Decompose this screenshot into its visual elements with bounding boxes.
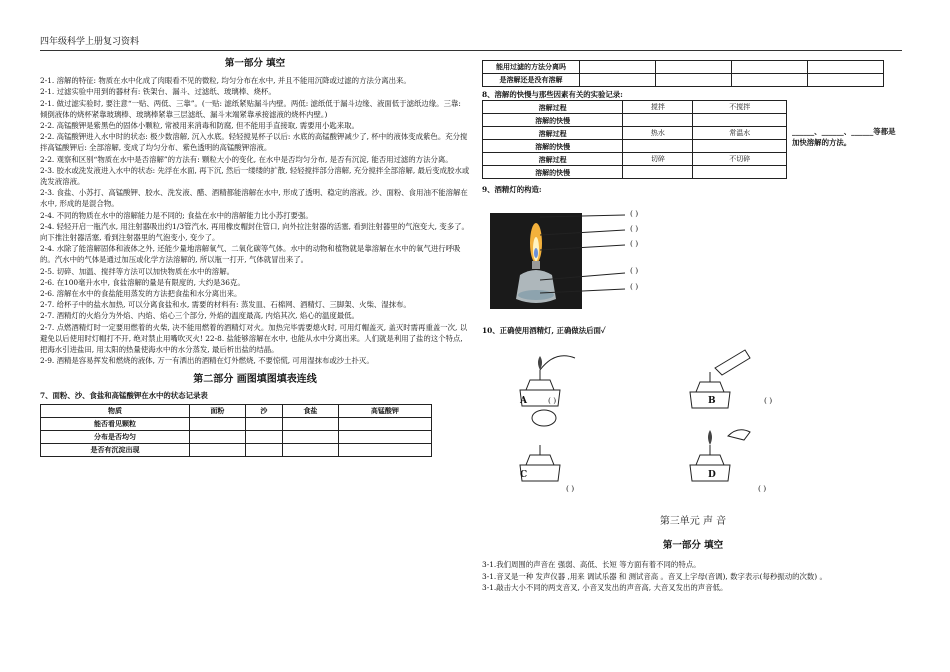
- fill-paragraph: 2-1. 做过滤实验时, 要注意“一贴、两低、三靠”。(一贴: 滤纸紧贴漏斗内壁。两低: 滤纸低于漏斗边缘、液面低于滤纸边缘。三靠: 倾倒液体的烧杯紧靠玻璃棒、玻璃棒紧靠三层滤纸、漏斗末端紧靠承接滤液的烧杯内壁。): [40, 98, 461, 119]
- continued-answer-cell[interactable]: [732, 74, 808, 87]
- q7-header-cell: 沙: [245, 404, 282, 417]
- q8-cell: 不切碎: [693, 153, 787, 166]
- q7-answer-cell[interactable]: [245, 417, 282, 430]
- continued-table: [482, 60, 884, 87]
- q7-answer-cell[interactable]: [189, 417, 245, 430]
- q8-note: ______、______、______等都是加快溶解的方法。: [792, 127, 896, 148]
- unit3-section: [482, 512, 904, 594]
- lamp-usage-illustrations: [500, 340, 800, 500]
- answer-b: ( ): [764, 396, 773, 405]
- q8-cell[interactable]: [623, 140, 693, 153]
- q8-row-label: 溶解的快慢: [483, 166, 623, 179]
- right-column: [482, 52, 904, 195]
- q8-row-label: 溶解过程: [483, 153, 623, 166]
- continued-answer-cell[interactable]: [808, 61, 884, 74]
- q7-answer-cell[interactable]: [245, 430, 282, 443]
- label-b: B: [708, 396, 716, 406]
- fill-paragraph: 2-1. 溶解的特征: 物质在水中化成了肉眼看不见的微粒, 均匀分布在水中, 并且不能用沉降或过滤的方法分离出来。: [40, 76, 411, 86]
- fill-paragraph: 2-1. 过滤实验中用到的器材有: 铁架台、漏斗、过滤纸、玻璃棒、烧杯。: [40, 87, 276, 97]
- fill-paragraph: 2-7. 点燃酒精灯时一定要用燃着的火柴, 决不能用燃着的酒精灯对火。加热完毕需要熄火时, 可用灯帽盖灭, 盖灭时需再重盖一次, 以避免以后使用时灯帽打不开, 绝对禁止用嘴吹灭火! 22-8. 盐能够溶解在水中, 也能从水中分离出来。人们就是利用了盐的这个特点, 把海水引进盐田, 用太阳的热量使海水中的水分蒸发, 最后析出盐的结晶。: [40, 322, 468, 355]
- continued-answer-cell[interactable]: [656, 74, 732, 87]
- label-d: D: [708, 470, 716, 480]
- q7-answer-cell[interactable]: [245, 443, 282, 456]
- fill-paragraph: 2-3. 胶水或洗发液进入水中的状态: 先浮在水面, 再下沉, 然后一缕缕的扩散, 轻轻搅拌部分溶解, 充分搅拌全部溶解, 最后变成胶水或洗发液溶液。: [40, 165, 470, 187]
- unit3-title: 第三单元 声 音: [659, 516, 727, 527]
- q7-answer-cell[interactable]: [189, 430, 245, 443]
- answer-d: ( ): [758, 484, 767, 493]
- q7-answer-cell[interactable]: [338, 443, 431, 456]
- label-a: A: [520, 396, 527, 406]
- q8-cell: 热水: [623, 127, 693, 140]
- q7-header-cell: 物质: [41, 404, 190, 417]
- q8-row-label: 溶解的快慢: [483, 114, 623, 127]
- q8-cell: 搅拌: [623, 101, 693, 114]
- fill-paragraphs: [40, 75, 470, 366]
- continued-row-label: 能用过滤的方法分离吗: [483, 61, 580, 74]
- blank-3: ( ): [630, 239, 639, 248]
- left-column: [40, 52, 470, 457]
- sound-paragraph: 3-1.敲击大小不同的两支音叉, 小音叉发出的声音高, 大音叉发出的声音低。: [482, 583, 728, 592]
- q8-row-label: 溶解过程: [483, 127, 623, 140]
- q7-table: [40, 404, 432, 457]
- continued-answer-cell[interactable]: [656, 61, 732, 74]
- q8-row-label: 溶解的快慢: [483, 140, 623, 153]
- q7-answer-cell[interactable]: [283, 417, 339, 430]
- q7-header-cell: 食盐: [283, 404, 339, 417]
- q7-row-label: 是否有沉淀出现: [41, 443, 190, 456]
- answer-c: ( ): [566, 484, 575, 493]
- q8-title: 8、溶解的快慢与那些因素有关的实验记录:: [482, 90, 623, 99]
- q8-cell[interactable]: [623, 114, 693, 127]
- fill-paragraph: 2-7. 酒精灯的火焰分为外焰、内焰、焰心三个部分, 外焰的温度最高, 内焰其次, 焰心的温度最低。: [40, 311, 359, 321]
- fill-paragraph: 2-4. 轻轻开启一瓶汽水, 用注射器吸出约1/3管汽水, 再用橡皮帽封住管口, 向外拉注射器的活塞, 看到注射器里的气泡变大, 变多了。向下推注射器活塞, 看到注射器里的气泡变小, 变少了。: [40, 221, 469, 243]
- q8-table: [482, 100, 787, 179]
- fill-paragraph: 2-9. 酒精是容易挥发和燃烧的液体, 万一有洒出的酒精在灯外燃烧, 不要惊慌, 可用湿抹布或沙土扑灭。: [40, 356, 374, 366]
- leader-lines: [540, 205, 640, 315]
- q7-header-cell: 面粉: [189, 404, 245, 417]
- blank-4: ( ): [630, 266, 639, 275]
- blank-2: ( ): [630, 224, 639, 233]
- label-c: C: [520, 470, 528, 480]
- q8-cell[interactable]: [693, 166, 787, 179]
- q8-cell: 切碎: [623, 153, 693, 166]
- unit3-part1-title: 第一部分 填空: [662, 540, 724, 551]
- sound-paragraphs: [482, 559, 904, 594]
- q8-cell[interactable]: [693, 140, 787, 153]
- continued-answer-cell[interactable]: [808, 74, 884, 87]
- blank-5: ( ): [630, 282, 639, 291]
- q7-title: 7、面粉、沙、食盐和高锰酸钾在水中的状态记录表: [40, 390, 208, 400]
- sound-paragraph: 3-1.我们周围的声音在 强弱、高低、长短 等方面有着不同的特点。: [482, 560, 701, 569]
- fill-paragraph: 2-2. 高锰酸钾进入水中时的状态: 极少数溶解, 沉入水底。轻轻搅晃杯子以后: 水底的高锰酸钾减少了, 杯中的液体变成紫色。充分搅拌高锰酸钾后: 全部溶解, 变成了均匀分布、紫色透明的高锰酸钾溶液。: [40, 132, 468, 153]
- q8-row-label: 溶解过程: [483, 101, 623, 114]
- blank-1: ( ): [630, 209, 639, 218]
- fill-paragraph: 2-6. 溶解在水中的食盐能用蒸发的方法把食盐和水分离出来。: [40, 289, 242, 299]
- fill-paragraph: 2-2. 观察和区别“物质在水中是否溶解”的方法有: 颗粒大小的变化, 在水中是否均匀分布, 是否有沉淀, 能否用过滤的方法分离。: [40, 154, 453, 164]
- continued-answer-cell[interactable]: [580, 74, 656, 87]
- fill-paragraph: 2-3. 食盐、小苏打、高锰酸钾、胶水、洗发液、醋、酒精都能溶解在水中, 形成了透明、稳定的溶液。沙、面粉、食用油不能溶解在水中, 形成的是混合物。: [40, 188, 468, 209]
- continued-row-label: 是溶解还是没有溶解: [483, 74, 580, 87]
- q7-header-cell: 高锰酸钾: [338, 404, 431, 417]
- sound-paragraph: 3-1.音叉是一种 发声仪器 ,用来 调试乐器 和 测试音高 。音叉上字母(音调), 数字表示(每秒振动的次数) 。: [482, 571, 827, 581]
- q7-answer-cell[interactable]: [189, 443, 245, 456]
- q10-title: 10、正确使用酒精灯, 正确做法后面✓: [482, 326, 606, 335]
- q7-answer-cell[interactable]: [338, 430, 431, 443]
- q7-row-label: 分布是否均匀: [41, 430, 190, 443]
- q7-answer-cell[interactable]: [283, 443, 339, 456]
- part2-title: 第二部分 画图填图填表连线: [193, 374, 317, 386]
- q7-row-label: 能否看见颗粒: [41, 417, 190, 430]
- answer-a: ( ): [548, 396, 557, 405]
- q8-cell: 不搅拌: [693, 101, 787, 114]
- page-header: 四年级科学上册复习资料: [40, 34, 902, 51]
- fill-paragraph: 2-4. 水除了能溶解固体和液体之外, 还能少量地溶解氧气、二氧化碳等气体。水中的动物和植物就是靠溶解在水中的氧气进行呼吸的。汽水中的气体是通过加压或化学方法溶解的, 所以瓶一打开, 气体就冒出来了。: [40, 244, 461, 265]
- fill-paragraph: 2-7. 给杯子中的盐水加热, 可以分离食盐和水, 需要的材料有: 蒸发皿、石棉网、酒精灯、三脚架、火柴、湿抹布。: [40, 300, 411, 310]
- part1-title: 第一部分 填空: [224, 58, 286, 69]
- fill-paragraph: 2-6. 在100毫升水中, 食盐溶解的量是有限度的, 大约是36克。: [40, 277, 245, 287]
- q8-cell[interactable]: [623, 166, 693, 179]
- q9-title: 9、酒精灯的构造:: [482, 185, 542, 195]
- fill-paragraph: 2-4. 不同的物质在水中的溶解能力是不同的; 食盐在水中的溶解能力比小苏打要强。: [40, 210, 313, 220]
- q8-cell[interactable]: [693, 114, 787, 127]
- q7-answer-cell[interactable]: [283, 430, 339, 443]
- fill-paragraph: 2-5. 切碎、加温、搅拌等方法可以加快物质在水中的溶解。: [40, 266, 234, 276]
- q8-cell: 常温水: [693, 127, 787, 140]
- continued-answer-cell[interactable]: [732, 61, 808, 74]
- q7-answer-cell[interactable]: [338, 417, 431, 430]
- fill-paragraph: 2-2. 高锰酸钾是紫黑色的固体小颗粒, 常被用来消毒和防腐, 但不能用手直接取, 需要用小匙来取。: [40, 121, 359, 131]
- continued-answer-cell[interactable]: [580, 61, 656, 74]
